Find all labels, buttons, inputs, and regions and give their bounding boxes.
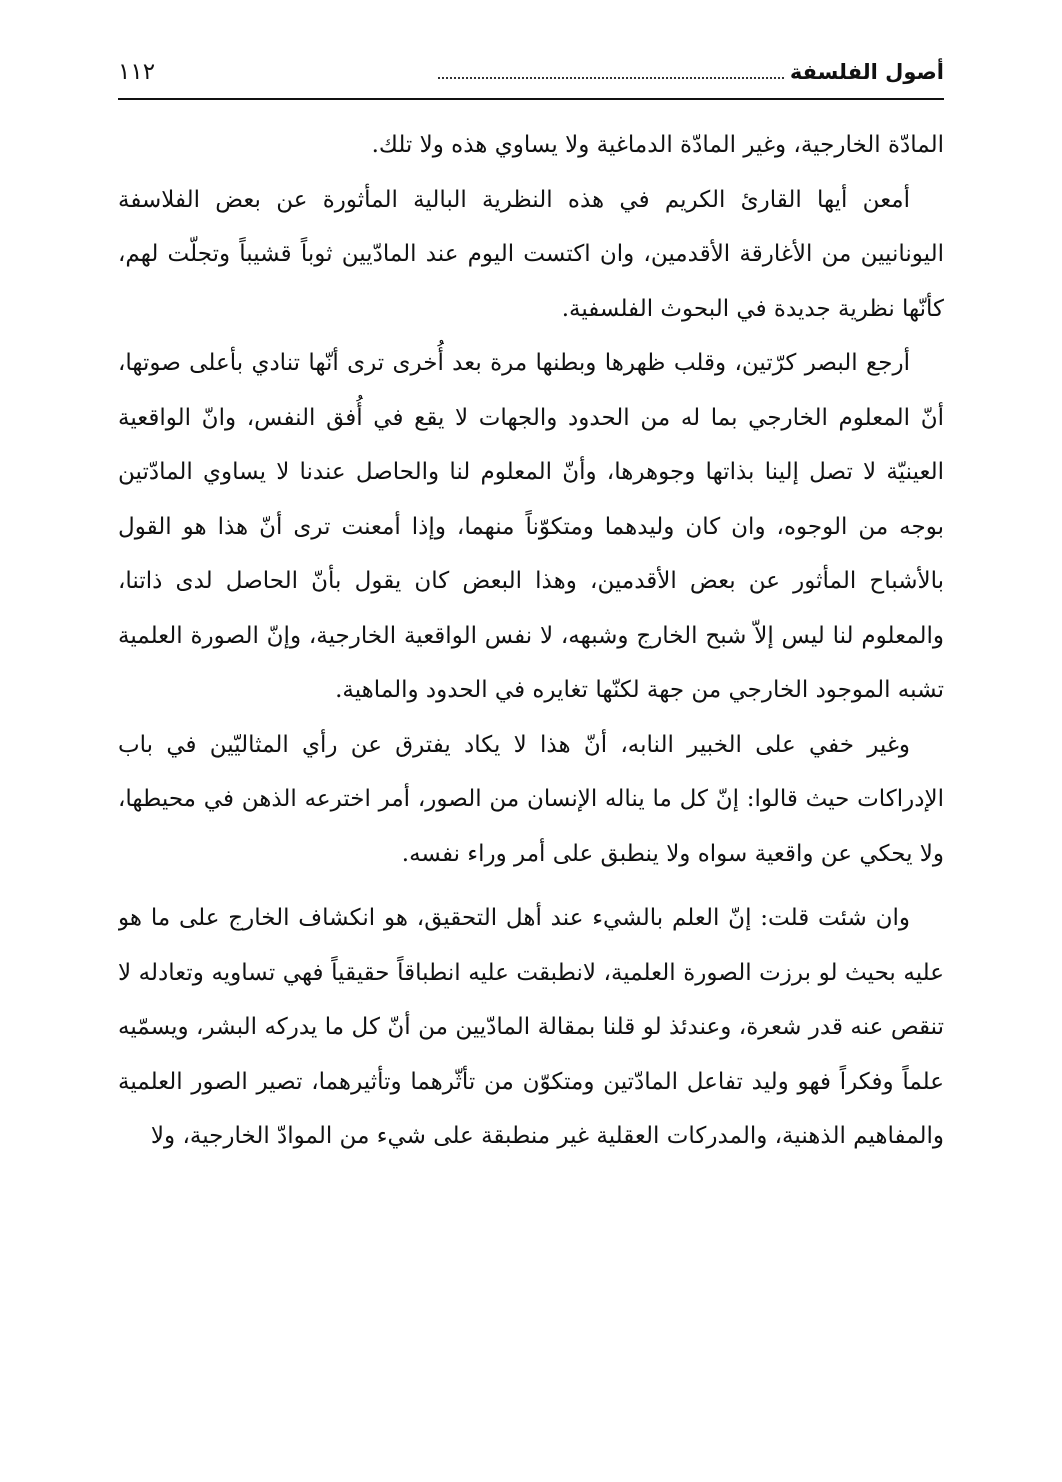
paragraph-continuation: المادّة الخارجية، وغير المادّة الدماغية ولا يساوي هذه ولا تلك. [371,132,944,158]
book-title: أصول الفلسفة [789,60,944,84]
body-text [118,118,944,1428]
page-number: ١١٢ [118,59,156,85]
header-dot-leader [438,77,784,79]
paragraph: وغير خفي على الخبير النابه، أنّ هذا لا يكاد يفترق عن رأي المثاليّين في باب الإدراكات حيث قالوا: إنّ كل ما يناله الإنسان من الصور، أمر اخترعه الذهن في محيطها، ولا يحكي عن واقعية سواه ولا ينطبق على أمر وراء نفسه. [118,731,944,867]
header-divider [118,98,944,100]
paragraph: أرجع البصر كرّتين، وقلب ظهرها وبطنها مرة بعد أُخرى ترى أنّها تنادي بأعلى صوتها، أنّ المعلوم الخارجي بما له من الحدود والجهات لا يقع في أُفق النفس، وانّ الواقعية العينيّة لا تصل إلينا بذاتها وجوهرها، وأنّ المعلوم لنا والحاصل عندنا لا يساوي المادّتين بوجه من الوجوه، وان كان وليدهما ومتكوّناً منهما، وإذا أمعنت ترى أنّ هذا هو القول بالأشباح المأثور عن بعض الأقدمين، وهذا البعض كان يقول بأنّ الحاصل لدى ذاتنا، والمعلوم لنا ليس إلاّ شبح الخارج وشبهه، لا نفس الواقعية الخارجية، وإنّ الصورة العلمية تشبه الموجود الخارجي من جهة لكنّها تغايره في الحدود والماهية. [118,350,944,703]
paragraph: أمعن أيها القارئ الكريم في هذه النظرية البالية المأثورة عن بعض الفلاسفة اليونانيين من الأغارقة الأقدمين، وان اكتست اليوم عند المادّيين ثوباً قشيباً وتجلّت لهم، كأنّها نظرية جديدة في البحوث الفلسفية. [118,186,944,322]
paragraph: وان شئت قلت: إنّ العلم بالشيء عند أهل التحقيق، هو انكشاف الخارج على ما هو عليه بحيث لو برزت الصورة العلمية، لانطبقت عليه انطباقاً حقيقياً فهي تساويه وتعادله لا تنقص عنه قدر شعرة، وعندئذ لو قلنا بمقالة المادّيين من أنّ كل ما يدركه البشر، ويسمّيه علماً وفكراً فهو وليد تفاعل المادّتين ومتكوّن من تأثّرهما وتأثيرهما، تصير الصور العلمية والمفاهيم الذهنية، والمدركات العقلية غير منطبقة على شيء من الموادّ الخارجية، ولا [118,905,944,1149]
running-header [118,52,944,92]
